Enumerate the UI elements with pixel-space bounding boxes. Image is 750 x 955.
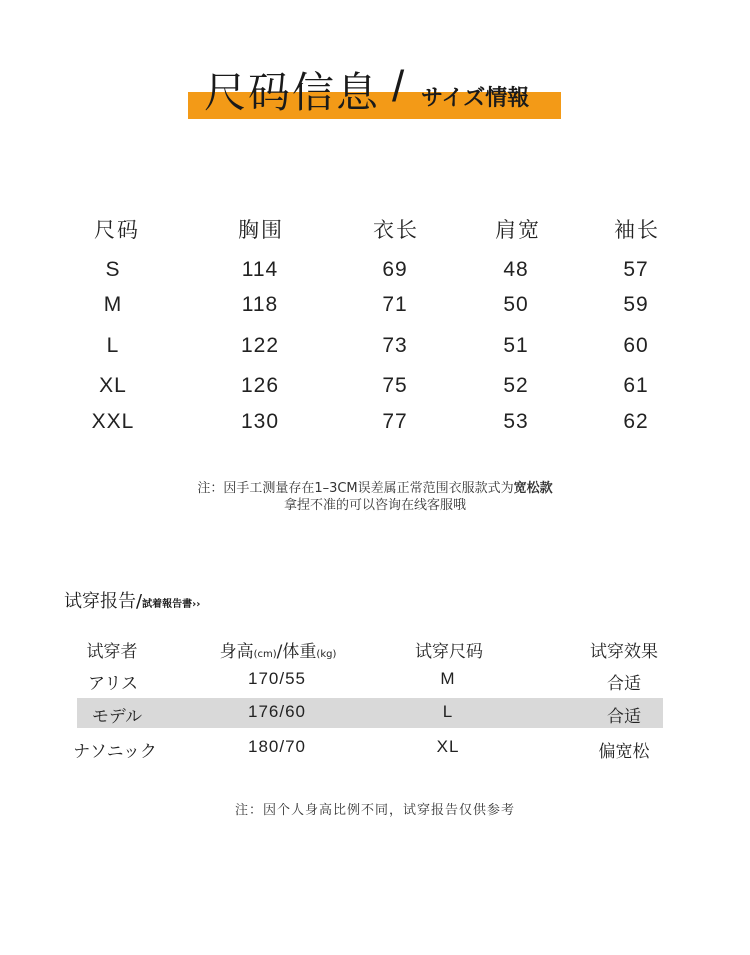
height-unit: (cm) xyxy=(253,649,277,660)
height-weight: 176/60 xyxy=(248,702,306,721)
table-cell: 61 xyxy=(623,374,649,397)
fit-report-heading: 试穿报告/ xyxy=(64,591,143,612)
fit-effect: 合适 xyxy=(607,707,641,727)
table-cell: 62 xyxy=(623,410,649,433)
table-cell: 50 xyxy=(503,293,529,316)
page-title: 尺码信息 xyxy=(204,68,381,117)
header-part: /体重 xyxy=(276,642,317,662)
fit-report-subheading: 試着報告書›› xyxy=(142,599,201,610)
col-header-shoulder: 肩宽 xyxy=(495,218,541,242)
height-weight: 170/55 xyxy=(248,669,306,688)
table-cell: 130 xyxy=(240,410,280,433)
table-cell: 60 xyxy=(623,334,649,357)
table-cell: L xyxy=(106,334,120,357)
table-cell: 118 xyxy=(241,293,279,316)
page-subtitle: サイズ情報 xyxy=(421,86,530,111)
table-cell: 126 xyxy=(240,374,280,397)
table-cell: 73 xyxy=(382,334,408,357)
table-cell: 75 xyxy=(382,374,408,397)
fit-effect: 偏宽松 xyxy=(598,742,650,762)
tester-name: アリス xyxy=(88,674,138,694)
weight-unit: (kg) xyxy=(316,649,337,660)
fit-col-header-size: 试穿尺码 xyxy=(415,642,483,662)
fit-report-note: 注：因个人身高比例不同，试穿报告仅供参考 xyxy=(234,803,515,818)
table-cell: 52 xyxy=(503,374,529,397)
fit-col-header-effect: 试穿效果 xyxy=(590,642,658,662)
note-bold-text: 宽松款 xyxy=(513,481,553,496)
fit-col-header-height-weight xyxy=(220,637,337,662)
header-part: 身高 xyxy=(219,642,254,662)
table-cell: 69 xyxy=(382,258,408,281)
note-text: 注：因手工测量存在1–3CM误差属正常范围衣服款式为 xyxy=(197,481,514,496)
table-cell: 77 xyxy=(382,410,408,433)
table-cell: 51 xyxy=(503,334,529,357)
fit-size: M xyxy=(440,669,456,688)
table-cell: XL xyxy=(99,374,127,397)
table-cell: 53 xyxy=(503,410,529,433)
measurement-note xyxy=(0,480,750,514)
col-header-sleeve: 袖长 xyxy=(614,218,660,242)
table-cell: 71 xyxy=(382,293,408,316)
fit-report-title xyxy=(64,587,200,613)
fit-size: XL xyxy=(436,737,460,756)
tester-name: ナソニック xyxy=(73,742,157,762)
note-text-line2: 拿捏不准的可以咨询在线客服哦 xyxy=(283,498,466,513)
col-header-size: 尺码 xyxy=(94,218,140,242)
tester-name: モデル xyxy=(91,707,143,727)
title-slash: / xyxy=(392,62,405,111)
table-cell: 59 xyxy=(623,293,649,316)
table-cell: 48 xyxy=(503,258,529,281)
table-cell: XXL xyxy=(91,410,135,433)
table-cell: 114 xyxy=(241,258,279,281)
table-cell: 57 xyxy=(623,258,649,281)
col-header-chest: 胸围 xyxy=(238,218,284,242)
fit-size: L xyxy=(442,702,454,721)
fit-col-header-tester: 试穿者 xyxy=(86,642,138,662)
table-cell: S xyxy=(105,258,121,281)
fit-effect: 合适 xyxy=(607,674,641,694)
highlight-row-bg xyxy=(77,698,663,728)
height-weight: 180/70 xyxy=(248,737,306,756)
table-cell: 122 xyxy=(240,334,280,357)
table-cell: M xyxy=(103,293,123,316)
col-header-length: 衣长 xyxy=(373,218,419,242)
